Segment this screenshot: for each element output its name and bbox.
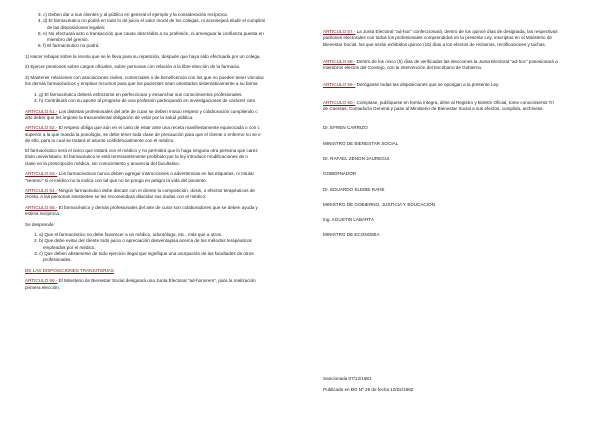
signatory-role: MINISTRO DE BIENESTAR SOCIAL xyxy=(323,140,399,146)
article-text: El respeto obliga que aún en el caso de estar ante una receta manifiestamente equivocada o con c xyxy=(57,125,260,131)
article-label: ARTICULO 60.- xyxy=(323,99,356,105)
article-text: El farmacéutico y demás profesionales del arte de curar son colaboradores que se deben ayuda y xyxy=(57,204,258,210)
se-desprende: Se desprende: xyxy=(25,221,55,227)
article-55 xyxy=(25,205,305,218)
article-label: ARTICULO 54.- xyxy=(25,188,58,194)
list-item: 2. b) Que debe evitar del cliente todo juicio o apreciación desventajosa acerca de los métodos terapéuticos xyxy=(34,238,252,244)
article-text: La Junta Electoral "ad-hoc" confeccionará, dentro de los quince días de designada, las respectivas xyxy=(355,29,558,34)
article-label: ARTICULO 52.- xyxy=(25,125,58,131)
left-column xyxy=(25,12,305,295)
signatory-name: Dr. RAFAEL ZENON JAUREGUI xyxy=(323,155,390,161)
article-text: primera elección. xyxy=(25,284,60,290)
article-text: Cúmplase, publíquese en forma íntegra, dése al Registro y Boletín Oficial, tome conocimiento Tri xyxy=(355,99,554,105)
list-item: 5. e) No efectuará acto o transacción que cause descrédito a su profesión, ni amenguar la confianza puesta en xyxy=(38,30,264,36)
article-label: ARTICULO 53.- xyxy=(25,171,58,177)
publicado-info: Publicado en BO Nº 29 de fecha 10/02/1982 xyxy=(323,387,414,393)
signatory-name: Ing. AGUSTIN LABARTA xyxy=(323,217,374,223)
top-list xyxy=(25,12,305,50)
desprende-list xyxy=(25,232,305,263)
article-text: clase en la prescripción médica, sin conocimiento y anuencia del facultativo. xyxy=(25,160,180,166)
article-label: ARTICULO 57.- xyxy=(323,29,356,34)
article-text: Deróganse todas las disposiciones que se opongan a la presente Ley. xyxy=(355,82,500,88)
article-text: miembros electos del Consejo, con la intervención del Escribano de Gobierno. xyxy=(323,65,483,71)
article-text: receta. A las personas insistentes se les recomendará dilucidar sus dudas con el médico. xyxy=(25,194,207,200)
article-label: ARTICULO 59.- xyxy=(323,82,356,88)
article-text: Los farmacéuticos nunca deben agregar instrucciones o advertencias en las etiquetas, ni rotular xyxy=(57,171,254,177)
list-item: 2. h) Contribuirá con su aporte al progreso de una profesión participando en investigaciones de carácter cien xyxy=(34,98,256,104)
article-text: Ningún farmacéutico debe discutir con el cliente la composición, dosis, o efectos terapéuticos de xyxy=(57,188,255,194)
article-label: ARTICULO 56.- xyxy=(25,278,58,284)
section-heading: DE LAS DISPOSICIONES TRANSITORIAS xyxy=(25,267,114,273)
list-item: 1. g) El farmacéutico deberá esforzarse en perfeccionar y ensanchar sus conocimientos profesionales. xyxy=(34,91,243,97)
article-54 xyxy=(25,188,305,201)
article-text: Los distintas profesionales del arte de curar se deben mutuo respeto y colaboración cumpliendo c xyxy=(57,108,258,114)
article-57 xyxy=(323,29,585,48)
list-item: 3. c) Deben dar a sus clientes y al público en general el ejemplo y la consideración recíproca. xyxy=(38,12,228,17)
article-label: ARTICULO 55.- xyxy=(25,204,58,210)
sancionada-date: Sancionada 07/12/1981 xyxy=(323,376,372,381)
article-58 xyxy=(323,59,585,72)
list-item: profesionales. xyxy=(43,257,72,263)
article-text: superior a la que manda la posología, se debe tener toda clase de precaución para que el cliente o enfermo no se e xyxy=(25,131,261,137)
article-text: Bienestar Social, los que serán exhibidos quince (15) días a los efectos de reclamos, rectificaciones y tachas. xyxy=(323,41,546,47)
list-item: 3. c) Que deben abstenerse de todo ejercicio ilegal que signifique una usurpación de las facultades de otros xyxy=(34,250,254,256)
article-text: El farmacéutico será el único que tratará con el médico y no permitirá que lo haga ninguna otra persona que carez xyxy=(25,148,258,154)
article-text: título universitario. El farmacéutico le está terminantemente prohibido por la ley introducir modificaciones de n xyxy=(25,154,248,160)
article-52 xyxy=(25,125,305,167)
list-item: 6. f) El farmacéutico no podrá: xyxy=(38,43,100,49)
article-51 xyxy=(25,109,305,122)
signatory-role: MINISTRO DE GOBIERNO, JUSTICIA Y EDUCACION xyxy=(323,201,435,207)
list-item: de las disposiciones legales; xyxy=(47,24,106,30)
paragraph-line: 3) Mantener relaciones con asociaciones civiles, comerciales o de beneficencia con los que no pueden tener vinculac xyxy=(25,74,265,80)
article-56 xyxy=(25,278,305,291)
signatory-role: MINISTRO DE ECONOMIA xyxy=(323,232,380,238)
article-text: estima recíproca. xyxy=(25,211,61,217)
article-label: ARTICULO 58.- xyxy=(323,58,356,64)
article-text: de ello, para lo cual se tratará el asunto confidencialmente con el médico. xyxy=(25,137,175,143)
article-text: alto deber que les impone la trascendental obligación de velar por la salud pública. xyxy=(25,114,194,120)
article-53 xyxy=(25,171,305,184)
signatures xyxy=(323,125,585,238)
signatory-name: Dr. EFREN CARRIZO xyxy=(323,125,368,131)
list-item: 1. a) Que el farmacéutico no debe favorecer a un médico, odontólogo, etc., más que a otros. xyxy=(34,232,223,238)
list-item: 4. d) El farmacéutico no podrá en todo lo de juicio el valor moral de los colegas, ni aconsejará eludir el cumplimi xyxy=(38,18,266,24)
right-column xyxy=(323,29,585,248)
numbered-item-3 xyxy=(25,75,305,88)
signatory-name: Dr. EDUARDO SLEIBE RAHE xyxy=(323,186,385,192)
article-text: Dentro de los cinco (5) días de verificadas las elecciones la Junta Electoral "ad-hoc" posesionará a xyxy=(355,58,558,64)
list-item: empleados por el médico. xyxy=(43,244,96,250)
article-59 xyxy=(323,82,585,88)
article-label: ARTICULO 51.- xyxy=(25,108,58,114)
signatory-role: GOBERNADOR xyxy=(323,171,357,177)
article-text: padrones electorales con todos los profesionales comprendidos en la presente Ley, inscriptos en el Ministerio de xyxy=(323,35,552,41)
article-60 xyxy=(323,100,585,113)
numbered-item: 2) Ejercer presiones sobre cargos oficiales, sobre personas con relación a la libre elección de la farmacia. xyxy=(25,64,241,70)
list-item: miembro del gremio. xyxy=(47,37,89,43)
numbered-item: 1) Hacer rebajas sobre la receta que se le lleva para su repetición, después que haya sido efectuada por un colega. xyxy=(25,53,261,59)
sanction-info xyxy=(323,376,585,394)
sub-list xyxy=(25,92,305,105)
article-text: El Ministerio de Bienestar Social designará una Junta Electoral "ad-honorem", para la realización xyxy=(57,278,256,284)
article-text: "veneno" si el médico no la indica con tal que no se ponga en peligro la vida del paciente. xyxy=(25,177,208,183)
article-text: de Cuentas, Contaduría General y pase al Ministerio de Bienestar Social a sus efectos, cumplido, archívese. xyxy=(323,106,544,112)
paragraph-line: los demás farmacéuticos y emplear recursos para que los pacientes sean orientados sistemáticamente a su farma xyxy=(25,81,258,87)
